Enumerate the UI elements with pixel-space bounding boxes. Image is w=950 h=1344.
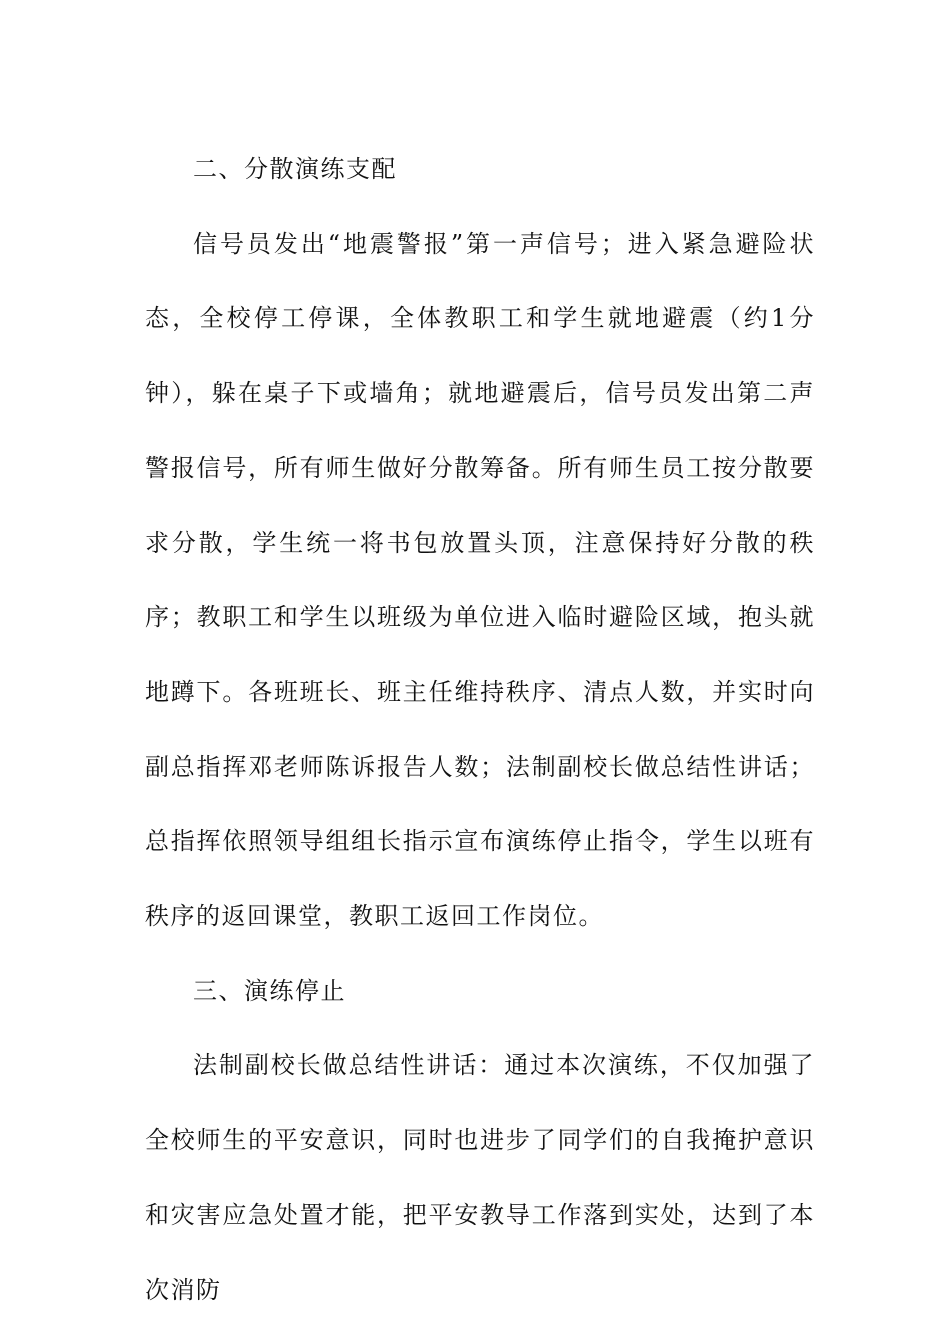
document-body bbox=[145, 132, 815, 1327]
paragraph-dispersal-procedure: 信号员发出“地震警报”第一声信号；进入紧急避险状态，全校停工停课，全体教职工和学生就地避震（约1分钟），躲在桌子下或墙角；就地避震后，信号员发出第二声警报信号，所有师生做好分散筹备。所有师生员工按分散要求分散，学生统一将书包放置头顶，注意保持好分散的秩序；教职工和学生以班级为单位进入临时避险区域，抱头就地蹲下。各班班长、班主任维持秩序、清点人数，并实时向副总指挥邓老师陈诉报告人数；法制副校长做总结性讲话；总指挥依照领导组组长指示宣布演练停止指令，学生以班有秩序的返回课堂，教职工返回工作岗位。 bbox=[145, 229, 815, 931]
section-heading-drill-end: 三、演练停止 bbox=[193, 976, 346, 1005]
paragraph-drill-summary: 法制副校长做总结性讲话：通过本次演练，不仅加强了全校师生的平安意识，同时也进步了同学们的自我掩护意识和灾害应急处置才能，把平安教导工作落到实处，达到了本次消防 bbox=[145, 1051, 815, 1304]
section-heading-dispersal-plan: 二、分散演练支配 bbox=[193, 155, 397, 183]
